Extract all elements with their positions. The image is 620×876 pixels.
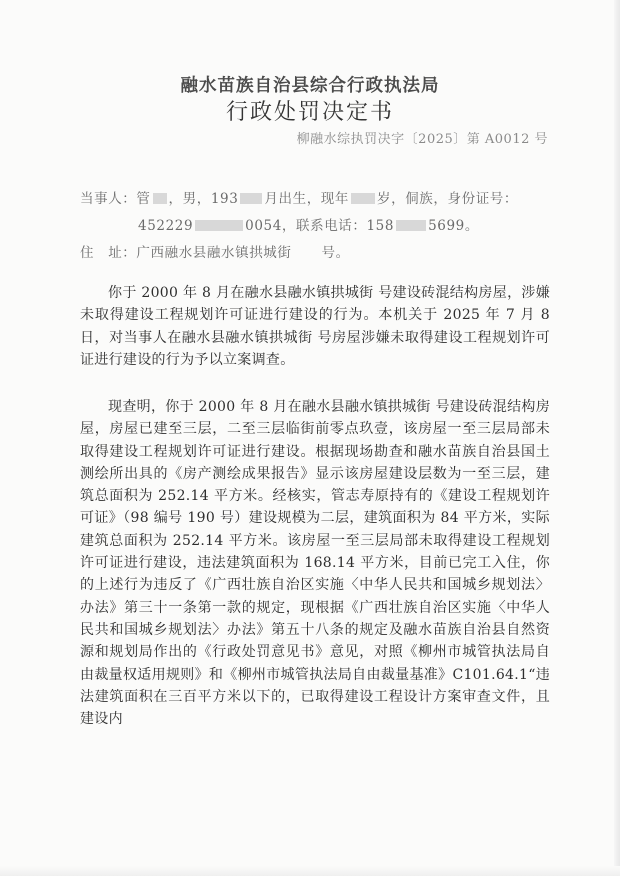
party-birth-month: 月出生，现年 [264,191,349,207]
redaction-block [153,193,167,204]
document-title: 行政处罚决定书 [225,100,394,125]
party-gender-birth: ，男，193 [168,191,239,207]
scan-edge-bottom [0,866,620,876]
document-number: 柳融水综执罚决字〔2025〕第 A0012 号 [296,132,548,147]
party-label: 当事人： [80,191,137,207]
scan-edge-right [614,0,620,876]
redaction-block [351,193,375,204]
paragraph-findings: 现查明，你于 2000 年 8 月在融水县融水镇拱城街 号建设砖混结构房屋，房屋已建至三层，二至三层临街前零点玖壹，该房屋一至三层局部未取得建设工程规划许可证进行建设。根据现场勘查和融水苗族自治县国土测绘所出具的《房产测绘成果报告》显示该房屋建设层数为一至三层，建筑总面积为 252.14 平方米。经核实，管志寿原持有的《建设工程规划许可证》（98 编号 190 号）建设规模为二层，建筑面积为 84 平方米，实际建筑总面积为 252.14 平方米。该房屋一至三层局部未取得建设工程规划许可证进行建设，违法建筑面积为 168.14 平方米，目前已完工入住，你的上述行为违反了《广西壮族自治区实施〈中华人民共和国城乡规划法〉办法》第三十一条第一款的规定，现根据《广西壮族自治区实施〈中华人民共和国城乡规划法〉办法》第五十八条的规定及融水苗族自治县自然资源和规划局作出的《行政处罚意见书》意见，对照《柳州市城管执法局自由裁量权适用规则》和《柳州市城管执法局自由裁量基准》C101.64.1“违法建筑面积在三百平方米以下的，已取得建设工程设计方案审查文件，且建设内 [80,399,550,728]
party-line-3 [80,241,350,261]
party-line-2 [138,214,479,234]
agency-title: 融水苗族自治县综合行政执法局 [180,76,440,96]
party-age-ethnicity: 岁，侗族，身份证号： [377,191,518,207]
redaction-block [294,247,320,258]
party-name: 管 [136,191,151,207]
paragraph-case-filing: 你于 2000 年 8 月在融水县融水镇拱城街 号建设砖混结构房屋，涉嫌未取得建设工程规划许可证进行建设的行为。本机关于 2025 年 7 月 8 日，对当事人在融水县融水镇拱城街 号房屋涉嫌未取得建设工程规划许可证进行建设的行为予以立案调查。 [80,285,550,368]
id-number-suffix-phone: 0054，联系电话：158 [245,218,395,234]
address-label: 住 址： [80,245,137,261]
party-line-1 [80,187,518,207]
address-value: 广西融水县融水镇拱城街 [136,245,292,261]
phone-suffix: 5699。 [428,218,479,234]
redaction-block [396,220,426,231]
id-number-prefix: 452229 [138,218,194,234]
address-suffix: 号。 [321,245,350,261]
redaction-block [195,220,243,231]
redaction-block [240,193,262,204]
